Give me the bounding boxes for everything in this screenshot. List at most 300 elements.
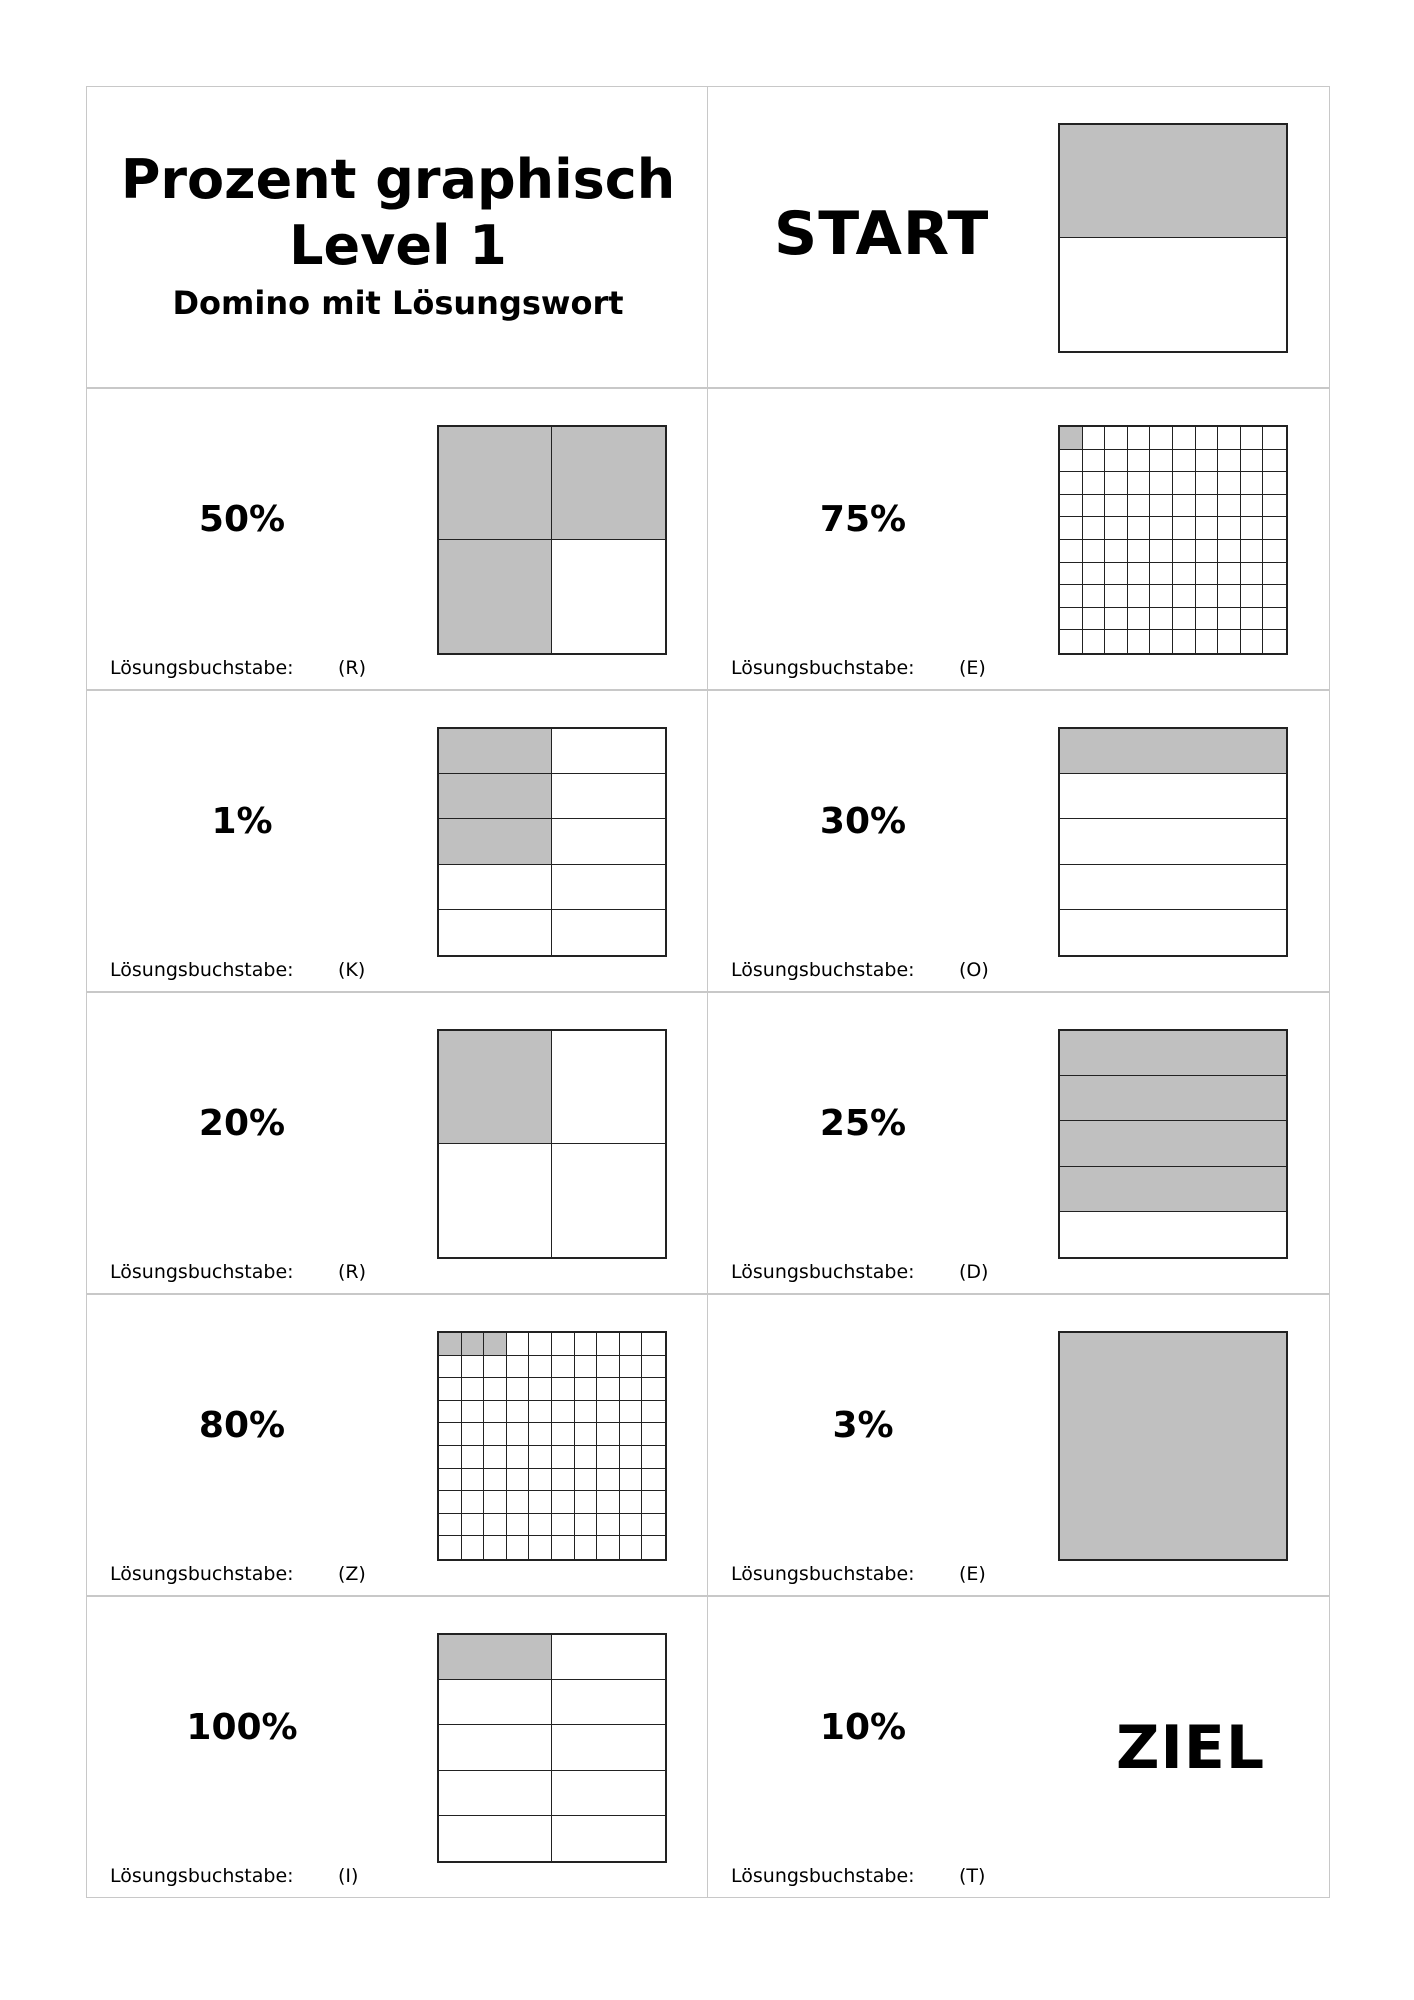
empty-cell bbox=[552, 1356, 575, 1379]
empty-cell bbox=[1150, 472, 1173, 495]
empty-cell bbox=[597, 1536, 620, 1559]
empty-cell bbox=[1196, 540, 1219, 563]
empty-cell bbox=[1173, 495, 1196, 518]
empty-cell bbox=[1173, 585, 1196, 608]
title-subtitle: Domino mit Lösungswort bbox=[172, 284, 624, 322]
percent-label: 30% bbox=[819, 801, 907, 842]
solution-row bbox=[731, 1865, 986, 1887]
shaded-cell bbox=[439, 1333, 462, 1356]
empty-cell bbox=[642, 1378, 665, 1401]
solution-letter: (E) bbox=[959, 657, 986, 679]
empty-cell bbox=[1060, 1212, 1286, 1257]
empty-cell bbox=[1060, 630, 1083, 653]
empty-cell bbox=[1128, 427, 1151, 450]
empty-cell bbox=[642, 1446, 665, 1469]
empty-cell bbox=[642, 1536, 665, 1559]
empty-cell bbox=[575, 1491, 598, 1514]
empty-cell bbox=[529, 1446, 552, 1469]
empty-cell bbox=[529, 1333, 552, 1356]
empty-cell bbox=[1105, 450, 1128, 473]
solution-row bbox=[110, 1563, 366, 1585]
empty-cell bbox=[1241, 427, 1264, 450]
empty-cell bbox=[1173, 563, 1196, 586]
domino-card-1 bbox=[86, 388, 708, 690]
empty-cell bbox=[1263, 427, 1286, 450]
empty-cell bbox=[484, 1491, 507, 1514]
empty-cell bbox=[529, 1356, 552, 1379]
empty-cell bbox=[1150, 427, 1173, 450]
empty-cell bbox=[1128, 472, 1151, 495]
shaded-cell bbox=[439, 1031, 552, 1144]
solution-letter: (Z) bbox=[338, 1563, 366, 1585]
title-line-1: Prozent graphisch bbox=[120, 148, 676, 211]
empty-cell bbox=[1083, 472, 1106, 495]
solution-row bbox=[110, 1865, 359, 1887]
solution-letter: (T) bbox=[959, 1865, 986, 1887]
empty-cell bbox=[1218, 427, 1241, 450]
empty-cell bbox=[552, 1635, 665, 1680]
empty-cell bbox=[507, 1401, 530, 1424]
empty-cell bbox=[1263, 517, 1286, 540]
solution-label: Lösungsbuchstabe: bbox=[110, 959, 294, 981]
empty-cell bbox=[1241, 495, 1264, 518]
empty-cell bbox=[552, 865, 665, 910]
empty-cell bbox=[462, 1536, 485, 1559]
empty-cell bbox=[1150, 495, 1173, 518]
empty-cell bbox=[1263, 540, 1286, 563]
empty-cell bbox=[597, 1378, 620, 1401]
shaded-cell bbox=[1060, 125, 1286, 238]
empty-cell bbox=[1083, 517, 1106, 540]
empty-cell bbox=[1218, 563, 1241, 586]
empty-cell bbox=[507, 1378, 530, 1401]
solution-letter: (R) bbox=[338, 1261, 367, 1283]
empty-cell bbox=[1105, 517, 1128, 540]
empty-cell bbox=[462, 1514, 485, 1537]
empty-cell bbox=[1241, 608, 1264, 631]
empty-cell bbox=[1263, 450, 1286, 473]
percent-label: 25% bbox=[819, 1103, 907, 1144]
empty-cell bbox=[1173, 517, 1196, 540]
empty-cell bbox=[1060, 865, 1286, 910]
solution-letter: (D) bbox=[959, 1261, 989, 1283]
empty-cell bbox=[1060, 819, 1286, 864]
empty-cell bbox=[507, 1514, 530, 1537]
empty-cell bbox=[439, 1378, 462, 1401]
empty-cell bbox=[1173, 608, 1196, 631]
empty-cell bbox=[1173, 540, 1196, 563]
empty-cell bbox=[1241, 517, 1264, 540]
empty-cell bbox=[552, 1771, 665, 1816]
empty-cell bbox=[439, 865, 552, 910]
solution-row bbox=[731, 1261, 989, 1283]
solution-row bbox=[110, 1261, 367, 1283]
empty-cell bbox=[507, 1446, 530, 1469]
empty-cell bbox=[552, 1491, 575, 1514]
empty-cell bbox=[1150, 630, 1173, 653]
empty-cell bbox=[1196, 450, 1219, 473]
shaded-cell bbox=[1060, 1031, 1286, 1076]
empty-cell bbox=[1218, 472, 1241, 495]
empty-cell bbox=[1083, 608, 1106, 631]
empty-cell bbox=[1173, 630, 1196, 653]
empty-cell bbox=[552, 1469, 575, 1492]
empty-cell bbox=[1173, 472, 1196, 495]
empty-cell bbox=[1105, 630, 1128, 653]
shaded-cell bbox=[552, 427, 665, 540]
empty-cell bbox=[1196, 630, 1219, 653]
empty-cell bbox=[1060, 238, 1286, 351]
title-line-2: Level 1 bbox=[289, 214, 507, 277]
percent-label: 10% bbox=[819, 1707, 907, 1748]
shaded-cell bbox=[439, 774, 552, 819]
empty-cell bbox=[620, 1514, 643, 1537]
empty-cell bbox=[552, 1514, 575, 1537]
empty-cell bbox=[507, 1536, 530, 1559]
empty-cell bbox=[620, 1401, 643, 1424]
empty-cell bbox=[1196, 608, 1219, 631]
empty-cell bbox=[439, 1680, 552, 1725]
empty-cell bbox=[484, 1446, 507, 1469]
empty-cell bbox=[529, 1401, 552, 1424]
empty-cell bbox=[484, 1423, 507, 1446]
percent-label: 75% bbox=[819, 499, 907, 540]
solution-letter: (R) bbox=[338, 657, 367, 679]
empty-cell bbox=[1128, 608, 1151, 631]
domino-sheet bbox=[86, 86, 1331, 1898]
solution-row bbox=[731, 657, 986, 679]
start-card bbox=[708, 86, 1330, 388]
empty-cell bbox=[439, 1144, 552, 1257]
empty-cell bbox=[1173, 427, 1196, 450]
empty-cell bbox=[1060, 517, 1083, 540]
solution-label: Lösungsbuchstabe: bbox=[110, 1865, 294, 1887]
shaded-cell bbox=[439, 819, 552, 864]
empty-cell bbox=[620, 1378, 643, 1401]
empty-cell bbox=[439, 1771, 552, 1816]
empty-cell bbox=[1128, 517, 1151, 540]
empty-cell bbox=[1083, 450, 1106, 473]
shaded-cell bbox=[1060, 729, 1286, 774]
solution-label: Lösungsbuchstabe: bbox=[731, 959, 915, 981]
empty-cell bbox=[1263, 585, 1286, 608]
empty-cell bbox=[552, 1378, 575, 1401]
solution-row bbox=[110, 959, 366, 981]
shaded-cell bbox=[1060, 1121, 1286, 1166]
empty-cell bbox=[1128, 495, 1151, 518]
domino-card-6 bbox=[708, 992, 1330, 1294]
start-label: START bbox=[774, 199, 990, 269]
empty-cell bbox=[597, 1333, 620, 1356]
empty-cell bbox=[1128, 585, 1151, 608]
empty-cell bbox=[1150, 540, 1173, 563]
empty-cell bbox=[484, 1514, 507, 1537]
empty-cell bbox=[529, 1469, 552, 1492]
solution-row bbox=[110, 657, 367, 679]
solution-letter: (K) bbox=[338, 959, 366, 981]
start-figure bbox=[1058, 123, 1288, 353]
solution-label: Lösungsbuchstabe: bbox=[731, 1261, 915, 1283]
empty-cell bbox=[507, 1491, 530, 1514]
empty-cell bbox=[1241, 472, 1264, 495]
empty-cell bbox=[1218, 585, 1241, 608]
empty-cell bbox=[620, 1536, 643, 1559]
empty-cell bbox=[642, 1333, 665, 1356]
empty-cell bbox=[1105, 608, 1128, 631]
solution-label: Lösungsbuchstabe: bbox=[731, 1865, 915, 1887]
fraction-figure bbox=[1058, 1029, 1288, 1259]
empty-cell bbox=[552, 1401, 575, 1424]
fraction-figure bbox=[437, 1029, 667, 1259]
empty-cell bbox=[462, 1423, 485, 1446]
empty-cell bbox=[1263, 563, 1286, 586]
empty-cell bbox=[1105, 540, 1128, 563]
empty-cell bbox=[552, 774, 665, 819]
empty-cell bbox=[1083, 563, 1106, 586]
ziel-label: ZIEL bbox=[1116, 1713, 1266, 1783]
empty-cell bbox=[597, 1491, 620, 1514]
empty-cell bbox=[1060, 563, 1083, 586]
shaded-cell bbox=[439, 427, 552, 540]
empty-cell bbox=[1218, 540, 1241, 563]
empty-cell bbox=[552, 729, 665, 774]
empty-cell bbox=[462, 1446, 485, 1469]
empty-cell bbox=[552, 1816, 665, 1861]
empty-cell bbox=[552, 1446, 575, 1469]
empty-cell bbox=[1083, 540, 1106, 563]
empty-cell bbox=[1105, 563, 1128, 586]
empty-cell bbox=[1173, 450, 1196, 473]
empty-cell bbox=[507, 1356, 530, 1379]
empty-cell bbox=[642, 1401, 665, 1424]
fraction-figure bbox=[1058, 727, 1288, 957]
domino-card-7 bbox=[86, 1294, 708, 1596]
empty-cell bbox=[1241, 630, 1264, 653]
empty-cell bbox=[1218, 630, 1241, 653]
empty-cell bbox=[552, 1423, 575, 1446]
empty-cell bbox=[552, 819, 665, 864]
empty-cell bbox=[439, 1514, 462, 1537]
empty-cell bbox=[439, 1491, 462, 1514]
empty-cell bbox=[1128, 563, 1151, 586]
ziel-card bbox=[708, 1596, 1330, 1898]
percent-label: 80% bbox=[198, 1405, 286, 1446]
fraction-figure bbox=[437, 727, 667, 957]
empty-cell bbox=[1241, 450, 1264, 473]
empty-cell bbox=[1060, 472, 1083, 495]
fraction-figure bbox=[437, 1331, 667, 1561]
empty-cell bbox=[597, 1469, 620, 1492]
empty-cell bbox=[1060, 495, 1083, 518]
empty-cell bbox=[1196, 427, 1219, 450]
solution-label: Lösungsbuchstabe: bbox=[110, 657, 294, 679]
empty-cell bbox=[1128, 630, 1151, 653]
percent-label: 20% bbox=[198, 1103, 286, 1144]
empty-cell bbox=[1196, 472, 1219, 495]
empty-cell bbox=[1150, 563, 1173, 586]
empty-cell bbox=[507, 1469, 530, 1492]
percent-label: 3% bbox=[832, 1405, 894, 1446]
empty-cell bbox=[529, 1536, 552, 1559]
empty-cell bbox=[552, 1725, 665, 1770]
domino-card-8 bbox=[708, 1294, 1330, 1596]
empty-cell bbox=[575, 1401, 598, 1424]
empty-cell bbox=[1105, 427, 1128, 450]
empty-cell bbox=[439, 1401, 462, 1424]
fraction-figure bbox=[437, 1633, 667, 1863]
empty-cell bbox=[597, 1401, 620, 1424]
empty-cell bbox=[1060, 450, 1083, 473]
empty-cell bbox=[620, 1446, 643, 1469]
empty-cell bbox=[462, 1356, 485, 1379]
empty-cell bbox=[507, 1423, 530, 1446]
empty-cell bbox=[529, 1514, 552, 1537]
empty-cell bbox=[439, 1725, 552, 1770]
empty-cell bbox=[575, 1356, 598, 1379]
empty-cell bbox=[462, 1491, 485, 1514]
empty-cell bbox=[575, 1378, 598, 1401]
domino-card-2 bbox=[708, 388, 1330, 690]
empty-cell bbox=[552, 540, 665, 653]
empty-cell bbox=[620, 1356, 643, 1379]
empty-cell bbox=[642, 1423, 665, 1446]
empty-cell bbox=[1083, 630, 1106, 653]
empty-cell bbox=[642, 1356, 665, 1379]
empty-cell bbox=[1060, 774, 1286, 819]
empty-cell bbox=[620, 1423, 643, 1446]
empty-cell bbox=[462, 1469, 485, 1492]
empty-cell bbox=[575, 1333, 598, 1356]
empty-cell bbox=[1196, 585, 1219, 608]
shaded-cell bbox=[439, 540, 552, 653]
empty-cell bbox=[597, 1423, 620, 1446]
domino-card-3 bbox=[86, 690, 708, 992]
empty-cell bbox=[529, 1423, 552, 1446]
empty-cell bbox=[439, 1446, 462, 1469]
empty-cell bbox=[1263, 630, 1286, 653]
solution-label: Lösungsbuchstabe: bbox=[731, 657, 915, 679]
solution-row bbox=[731, 959, 989, 981]
empty-cell bbox=[597, 1356, 620, 1379]
shaded-cell bbox=[1060, 1076, 1286, 1121]
empty-cell bbox=[462, 1401, 485, 1424]
empty-cell bbox=[1105, 495, 1128, 518]
empty-cell bbox=[439, 1816, 552, 1861]
empty-cell bbox=[1105, 472, 1128, 495]
title-block bbox=[87, 147, 709, 323]
empty-cell bbox=[575, 1446, 598, 1469]
solution-label: Lösungsbuchstabe: bbox=[110, 1261, 294, 1283]
empty-cell bbox=[1241, 585, 1264, 608]
empty-cell bbox=[1196, 563, 1219, 586]
empty-cell bbox=[484, 1401, 507, 1424]
empty-cell bbox=[529, 1491, 552, 1514]
solution-letter: (E) bbox=[959, 1563, 986, 1585]
empty-cell bbox=[620, 1333, 643, 1356]
empty-cell bbox=[552, 1031, 665, 1144]
empty-cell bbox=[484, 1469, 507, 1492]
empty-cell bbox=[507, 1333, 530, 1356]
empty-cell bbox=[552, 1680, 665, 1725]
empty-cell bbox=[529, 1378, 552, 1401]
empty-cell bbox=[1150, 608, 1173, 631]
shaded-cell bbox=[439, 1635, 552, 1680]
empty-cell bbox=[1150, 450, 1173, 473]
empty-cell bbox=[597, 1446, 620, 1469]
empty-cell bbox=[1218, 450, 1241, 473]
fraction-figure bbox=[437, 425, 667, 655]
empty-cell bbox=[1060, 910, 1286, 955]
empty-cell bbox=[642, 1469, 665, 1492]
domino-card-5 bbox=[86, 992, 708, 1294]
empty-cell bbox=[1263, 608, 1286, 631]
empty-cell bbox=[484, 1378, 507, 1401]
empty-cell bbox=[575, 1536, 598, 1559]
empty-cell bbox=[439, 910, 552, 955]
empty-cell bbox=[1196, 517, 1219, 540]
shaded-cell bbox=[462, 1333, 485, 1356]
shaded-cell bbox=[439, 729, 552, 774]
empty-cell bbox=[1060, 608, 1083, 631]
domino-card-9 bbox=[86, 1596, 708, 1898]
empty-cell bbox=[439, 1356, 462, 1379]
empty-cell bbox=[1150, 585, 1173, 608]
solution-row bbox=[731, 1563, 986, 1585]
empty-cell bbox=[439, 1536, 462, 1559]
empty-cell bbox=[1218, 517, 1241, 540]
empty-cell bbox=[552, 1536, 575, 1559]
empty-cell bbox=[642, 1514, 665, 1537]
empty-cell bbox=[1083, 495, 1106, 518]
empty-cell bbox=[1218, 608, 1241, 631]
empty-cell bbox=[1105, 585, 1128, 608]
solution-label: Lösungsbuchstabe: bbox=[110, 1563, 294, 1585]
percent-label: 50% bbox=[198, 499, 286, 540]
shaded-cell bbox=[484, 1333, 507, 1356]
empty-cell bbox=[620, 1491, 643, 1514]
domino-card-4 bbox=[708, 690, 1330, 992]
empty-cell bbox=[642, 1491, 665, 1514]
empty-cell bbox=[462, 1378, 485, 1401]
empty-cell bbox=[1128, 540, 1151, 563]
empty-cell bbox=[1241, 563, 1264, 586]
shaded-cell bbox=[1060, 1167, 1286, 1212]
empty-cell bbox=[1060, 585, 1083, 608]
empty-cell bbox=[439, 1469, 462, 1492]
empty-cell bbox=[575, 1423, 598, 1446]
shaded-cell bbox=[1060, 1333, 1286, 1559]
empty-cell bbox=[597, 1514, 620, 1537]
solution-letter: (O) bbox=[959, 959, 989, 981]
empty-cell bbox=[1196, 495, 1219, 518]
empty-cell bbox=[575, 1514, 598, 1537]
empty-cell bbox=[552, 1144, 665, 1257]
empty-cell bbox=[1083, 427, 1106, 450]
empty-cell bbox=[1150, 517, 1173, 540]
empty-cell bbox=[484, 1356, 507, 1379]
title-card bbox=[86, 86, 708, 388]
solution-label: Lösungsbuchstabe: bbox=[731, 1563, 915, 1585]
empty-cell bbox=[1263, 495, 1286, 518]
empty-cell bbox=[439, 1423, 462, 1446]
empty-cell bbox=[1083, 585, 1106, 608]
empty-cell bbox=[552, 1333, 575, 1356]
empty-cell bbox=[1128, 450, 1151, 473]
empty-cell bbox=[1060, 540, 1083, 563]
empty-cell bbox=[1218, 495, 1241, 518]
percent-label: 1% bbox=[211, 801, 273, 842]
fraction-figure bbox=[1058, 425, 1288, 655]
